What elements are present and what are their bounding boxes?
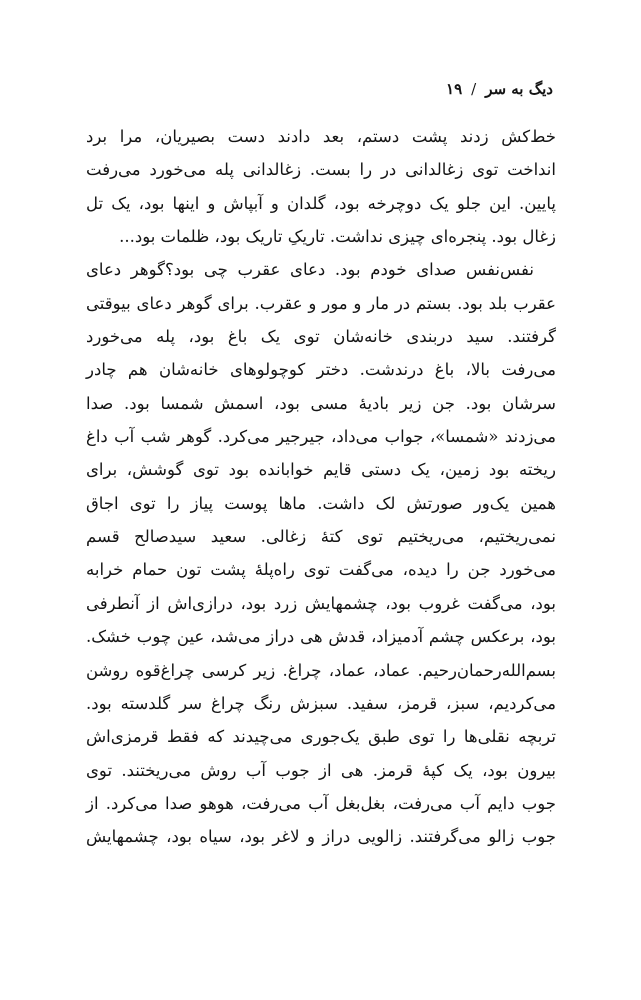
text-line: بود، برعکس چشم آدمیزاد، قدش هی دراز می‌شد، عین چوب خشک. <box>86 627 556 647</box>
text-line: ریخته بود زمین، یک دستی قایم خوابانده بود توی گوشش، برای <box>86 460 556 480</box>
text-line: بیرون بود، یک کپهٔ قرمز. هی از جوب آب روش می‌ریختند. توی <box>86 760 556 780</box>
text-line: می‌کردیم، سبز، قرمز، سفید. سبزش رنگ چراغ سر گلدسته بود. <box>86 693 556 713</box>
header-separator: / <box>471 80 477 98</box>
text-line: نفس‌نفس صدای خودم بود. دعای عقرب چی بود؟گوهر دعای <box>86 260 534 280</box>
text-line: می‌خورد جن را دیده، می‌گفت توی راه‌پلهٔ پشت تون حمام خرابه <box>86 560 556 580</box>
text-line: بود، می‌گفت غروب بود، چشمهایش زرد بود، درازی‌اش از آنطرفی <box>86 593 556 613</box>
text-line: جوب دایم آب می‌رفت، بغل‌بغل آب می‌رفت، هوهو صدا می‌کرد. از <box>86 793 556 813</box>
text-line: بسم‌الله‌رحمان‌رحیم. عماد، عماد، چراغ. زیر کرسی چراغ‌قوه روشن <box>86 660 556 680</box>
page-number: ۱۹ <box>446 80 463 98</box>
text-line: می‌رفت بالا، باغ درندشت. دختر کوچولوهای خانه‌شان هم چادر <box>86 360 556 380</box>
text-line: عقرب بلد بود. بستم در مار و مور و عقرب. برای گوهر دعای بیوقتی <box>86 293 556 313</box>
text-line: سرشان بود. جن زیر بادیهٔ مسی بود، اسمش شمسا بود. صدا <box>86 393 556 413</box>
text-line: زغال بود. پنجره‌ای چیزی نداشت. تاریکِ تاریک بود، ظلمات بود... <box>119 227 556 247</box>
body-text <box>86 120 556 854</box>
text-line: انداخت توی زغالدانی در را بست. زغالدانی پله می‌خورد می‌رفت <box>86 160 556 180</box>
running-header <box>446 80 553 98</box>
text-line: همین یک‌ور صورتش لک داشت. ماها پوست پیاز را توی اجاق <box>86 493 556 513</box>
text-line: می‌زدند «شمسا»، جواب می‌داد، جیرجیر می‌کرد. گوهر شب آب داغ <box>86 427 556 447</box>
text-line: خط‌کش زدند پشت دستم، بعد دادند دست بصیریان، مرا برد <box>86 127 556 146</box>
text-line: نمی‌ریختیم، می‌ریختیم توی کتهٔ زغالی. سعید سیدصالح قسم <box>86 527 556 547</box>
text-line: تربچه نقلی‌ها را توی طبق یک‌جوری می‌چیدند که فقط قرمزی‌اش <box>86 727 556 747</box>
book-title: دیگ به سر <box>485 80 553 98</box>
text-line: پایین. این جلو یک دوچرخه بود، گلدان و آبپاش و اینها بود، یک تل <box>86 193 556 213</box>
text-line: جوب زالو می‌گرفتند. زالویی دراز و لاغر بود، سیاه بود، چشمهایش <box>86 827 556 847</box>
text-line: گرفتند. سید دربندی خانه‌شان توی یک باغ بود، پله می‌خورد <box>86 327 556 347</box>
